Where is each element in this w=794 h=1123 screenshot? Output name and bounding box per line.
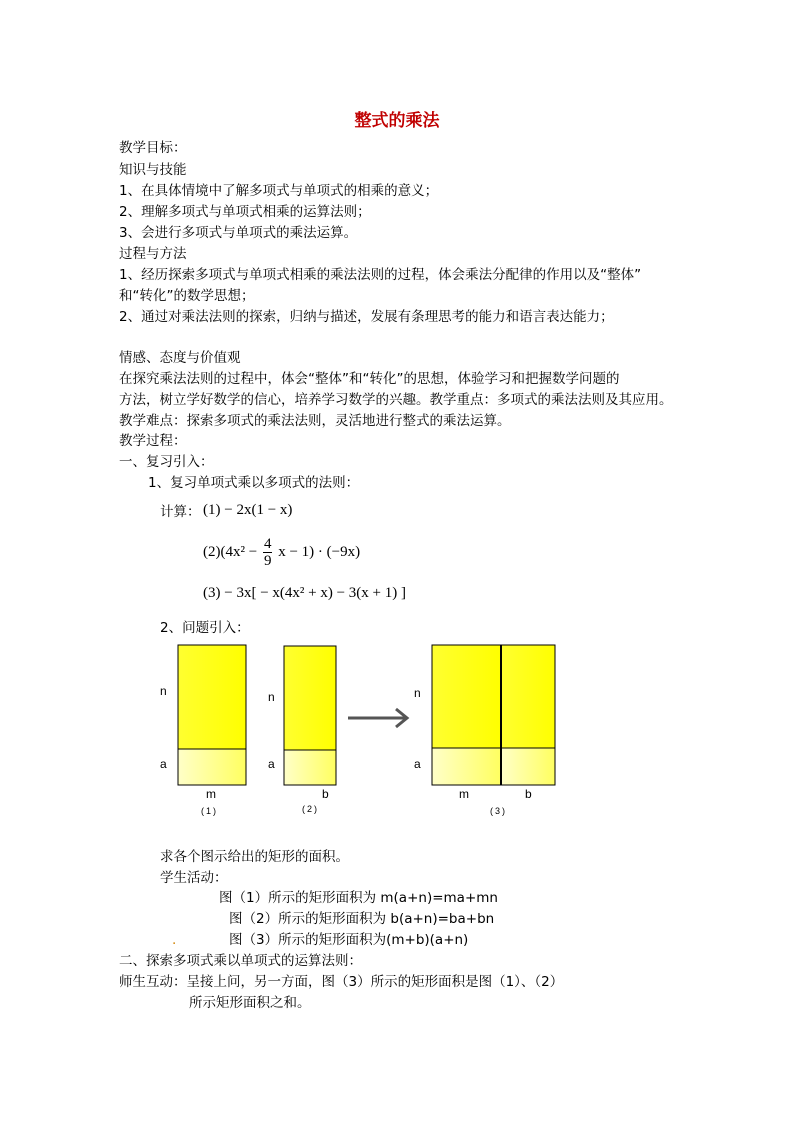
review-item-1: 1、复习单项式乘以多项式的法则： xyxy=(148,475,360,491)
review-heading: 一、复习引入： xyxy=(119,454,214,470)
figure-1-bottom xyxy=(178,749,246,785)
objective-1: 1、在具体情境中了解多项式与单项式的相乘的意义； xyxy=(119,183,439,199)
calc-label: 计算： xyxy=(160,504,201,520)
figure-2-label-n: n xyxy=(268,690,275,704)
process-heading: 教学过程： xyxy=(119,433,187,449)
figure-3-caption: (3) xyxy=(490,806,507,816)
section-process: 过程与方法 xyxy=(119,246,187,262)
fraction xyxy=(263,536,273,569)
section-two-heading: 二、探索多项式乘以单项式的运算法则： xyxy=(119,953,362,969)
student-activity-heading: 学生活动： xyxy=(160,870,228,886)
attitude-text-2: 方法，树立学好数学的信心，培养学习数学的兴趣。教学重点：多项式的乘法法则及其应用。 xyxy=(119,392,673,408)
page-title: 整式的乘法 xyxy=(354,111,440,131)
figure-3-left-bottom xyxy=(432,748,501,785)
figure-3-label-a: a xyxy=(414,757,421,771)
area-question: 求各个图示给出的矩形的面积。 xyxy=(160,849,349,865)
interaction-text-cont: 所示矩形面积之和。 xyxy=(189,995,311,1011)
interaction-text: 师生互动：呈接上问，另一方面，图（3）所示的矩形面积是图（1）、（2） xyxy=(119,974,564,990)
figure-1-label-n: n xyxy=(160,684,167,698)
activity-figure-1: 图（1）所示的矩形面积为 m(a+n)=ma+mn xyxy=(219,890,498,906)
process-2: 2、通过对乘法法则的探索，归纳与描述，发展有条理思考的能力和语言表达能力； xyxy=(119,309,614,325)
figure-2-label-a: a xyxy=(268,757,275,771)
objectives-heading: 教学目标： xyxy=(119,140,187,156)
figure-3-label-m: m xyxy=(459,787,469,801)
fraction-numerator: 4 xyxy=(263,536,272,552)
fraction-denominator: 9 xyxy=(263,553,272,569)
expression-1: (1) − 2x(1 − x) xyxy=(203,502,293,518)
marker-dot: . xyxy=(172,932,177,948)
attitude-text-1: 在探究乘法法则的过程中，体会“整体”和“转化”的思想，体验学习和把握数学问题的 xyxy=(119,371,620,387)
expression-2-prefix: (2)(4x² − xyxy=(203,543,258,560)
figure-3-right-bottom xyxy=(501,748,555,785)
figure-3-label-n: n xyxy=(414,686,421,700)
figure-2-bottom xyxy=(284,750,336,785)
activity-figure-2: 图（2）所示的矩形面积为 b(a+n)=ba+bn xyxy=(229,911,495,927)
expression-2 xyxy=(203,536,360,569)
figure-1-top xyxy=(178,645,246,749)
difficulty-text: 教学难点：探索多项式的乘法法则，灵活地进行整式的乘法运算。 xyxy=(119,413,511,429)
figure-3-label-b: b xyxy=(525,787,532,801)
figure-1-caption: (1) xyxy=(201,806,218,816)
section-attitude: 情感、态度与价值观 xyxy=(119,350,241,366)
objective-3: 3、会进行多项式与单项式的乘法运算。 xyxy=(119,225,358,241)
figure-2-top xyxy=(284,646,336,750)
expression-2-suffix: x − 1) · (−9x) xyxy=(278,543,361,560)
figure-1-label-a: a xyxy=(160,757,167,771)
problem-intro-heading: 2、问题引入： xyxy=(160,620,250,636)
expression-3: (3) − 3x[ − x(4x² + x) − 3(x + 1) ] xyxy=(203,585,407,601)
activity-figure-3: 图（3）所示的矩形面积为(m+b)(a+n) xyxy=(229,932,469,948)
figure-3-left-top xyxy=(432,645,501,748)
figure-2-caption: (2) xyxy=(302,804,319,814)
process-1: 1、经历探索多项式与单项式相乘的乘法法则的过程，体会乘法分配律的作用以及“整体” xyxy=(119,267,642,283)
figure-1-label-m: m xyxy=(206,787,216,801)
figure-2-label-b: b xyxy=(322,787,329,801)
process-1-cont: 和“转化”的数学思想； xyxy=(119,288,255,304)
section-knowledge: 知识与技能 xyxy=(119,162,187,178)
figure-3-right-top xyxy=(501,645,555,748)
objective-2: 2、理解多项式与单项式相乘的运算法则； xyxy=(119,204,371,220)
